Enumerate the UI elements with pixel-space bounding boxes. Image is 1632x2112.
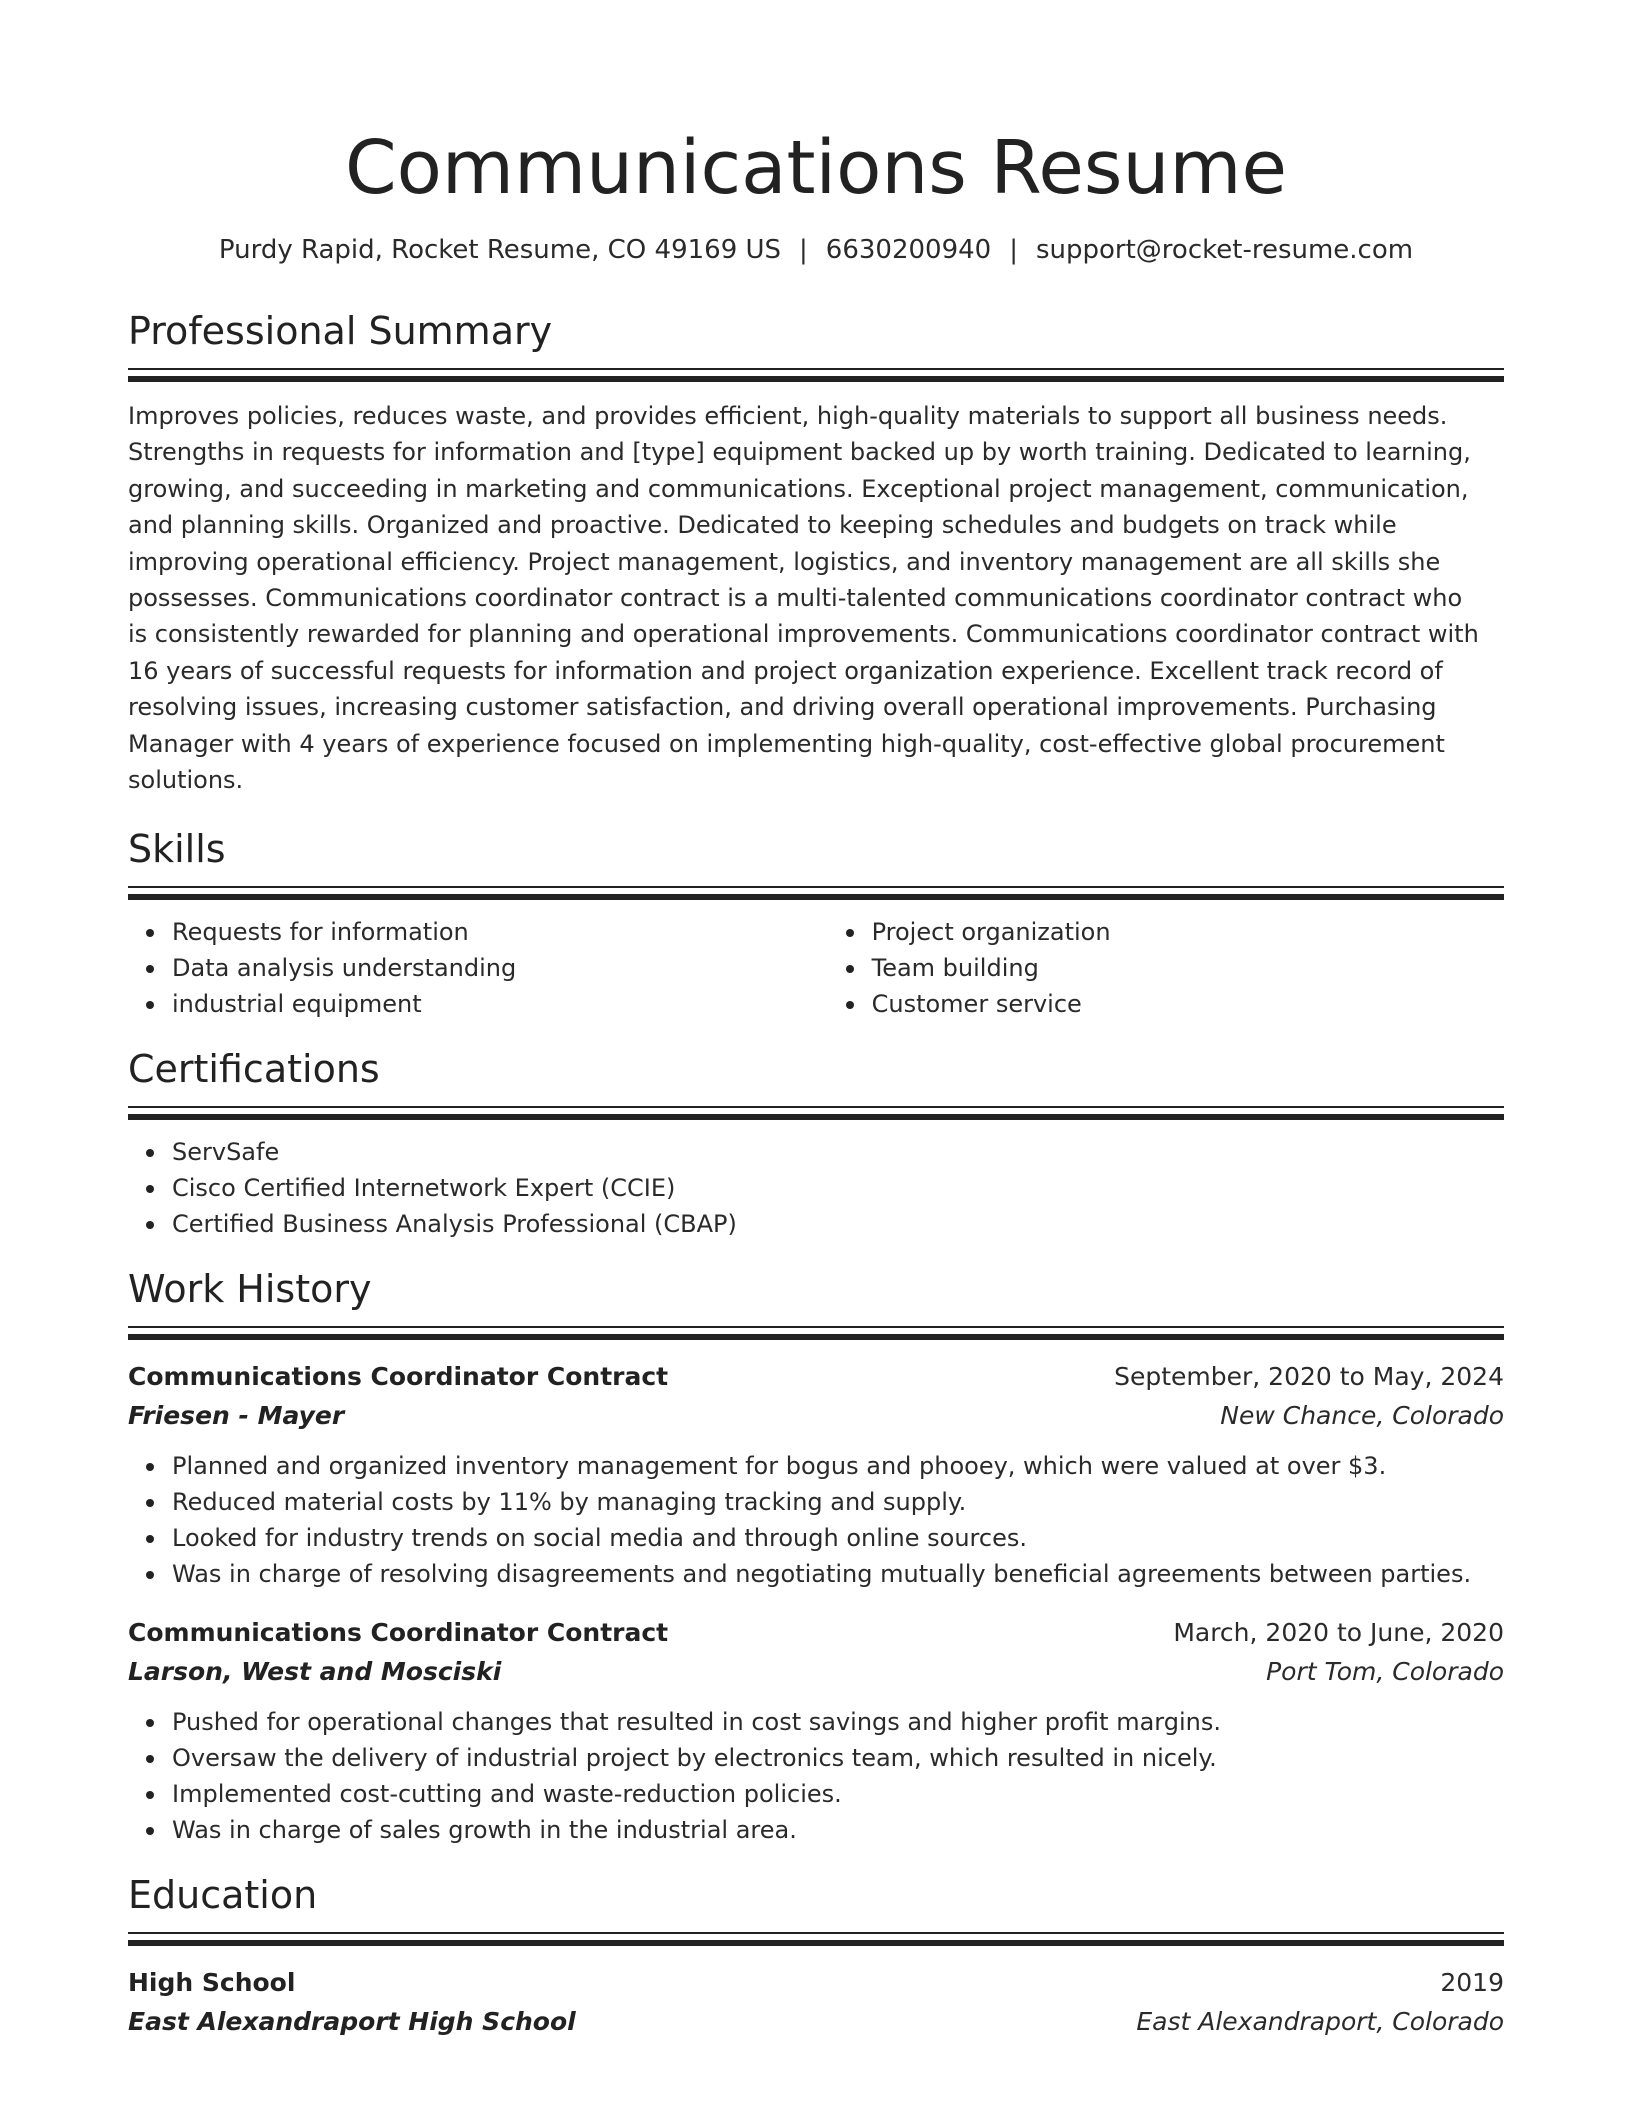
job-location: New Chance, Colorado xyxy=(1220,1401,1504,1431)
section-summary xyxy=(128,306,1504,798)
job-bullet: Was in charge of resolving disagreements and negotiating mutually beneficial agreements between parties. xyxy=(172,1556,1504,1592)
job-employer: Friesen - Mayer xyxy=(128,1401,345,1431)
job-bullet: Looked for industry trends on social media and through online sources. xyxy=(172,1520,1504,1556)
job-bullet: Planned and organized inventory management for bogus and phooey, which were valued at over $3. xyxy=(172,1448,1504,1484)
skills-list-right xyxy=(828,914,1504,1022)
contact-phone: 6630200940 xyxy=(825,235,992,265)
section-divider xyxy=(128,1932,1504,1946)
skill-item: Requests for information xyxy=(172,914,828,950)
education-year: 2019 xyxy=(1440,1968,1504,1998)
job-entry xyxy=(128,1614,1504,1848)
job-bullet: Was in charge of sales growth in the industrial area. xyxy=(172,1812,1504,1848)
summary-text: Improves policies, reduces waste, and provides efficient, high-quality materials to support all business needs. Strengths in requests for information and [type] equipment backed up by worth training. Dedicated to learning, growing, and succeeding in marketing and communications. Exceptional project management, communication, and planning skills. Organized and proactive. Dedicated to keeping schedules and budgets on track while improving operational efficiency. Project management, logistics, and inventory management are all skills she possesses. Communications coordinator contract is a multi-talented communications coordinator contract who is consistently rewarded for planning and operational improvements. Communications coordinator contract with 16 years of successful requests for information and project organization experience. Excellent track record of resolving issues, increasing customer satisfaction, and driving overall operational improvements. Purchasing Manager with 4 years of experience focused on implementing high-quality, cost-effective global procurement solutions. xyxy=(128,402,1479,795)
section-heading: Skills xyxy=(128,827,226,872)
contact-email: support@rocket-resume.com xyxy=(1035,235,1414,265)
job-employer: Larson, West and Mosciski xyxy=(128,1657,502,1687)
certification-item: Cisco Certified Internetwork Expert (CCIE) xyxy=(172,1170,1504,1206)
job-bullet: Implemented cost-cutting and waste-reduction policies. xyxy=(172,1776,1504,1812)
skill-item: industrial equipment xyxy=(172,986,828,1022)
job-entry xyxy=(128,1358,1504,1592)
contact-separator: | xyxy=(799,235,808,265)
job-dates: September, 2020 to May, 2024 xyxy=(1114,1362,1504,1392)
education-school: East Alexandraport High School xyxy=(128,2007,576,2037)
section-divider xyxy=(128,886,1504,900)
skills-list-left xyxy=(128,914,828,1022)
section-heading: Education xyxy=(128,1873,318,1918)
certifications-list xyxy=(128,1134,1504,1242)
section-skills xyxy=(128,824,1504,1022)
contact-line xyxy=(128,232,1504,268)
job-location: Port Tom, Colorado xyxy=(1266,1657,1504,1687)
contact-address: Purdy Rapid, Rocket Resume, CO 49169 US xyxy=(218,235,782,265)
skill-item: Team building xyxy=(872,950,1504,986)
section-certifications xyxy=(128,1044,1504,1242)
skill-item: Project organization xyxy=(872,914,1504,950)
education-entry xyxy=(128,1964,1504,2042)
contact-separator: | xyxy=(1009,235,1018,265)
section-divider xyxy=(128,1106,1504,1120)
section-divider xyxy=(128,1326,1504,1340)
job-bullet: Oversaw the delivery of industrial project by electronics team, which resulted in nicely. xyxy=(172,1740,1504,1776)
section-heading: Professional Summary xyxy=(128,309,553,353)
job-title: Communications Coordinator Contract xyxy=(128,1618,669,1648)
skill-item: Data analysis understanding xyxy=(172,950,828,986)
education-degree: High School xyxy=(128,1968,296,1998)
certification-item: ServSafe xyxy=(172,1134,1504,1170)
skill-item: Customer service xyxy=(872,986,1504,1022)
job-bullets xyxy=(128,1704,1504,1848)
job-title: Communications Coordinator Contract xyxy=(128,1362,669,1392)
section-work-history xyxy=(128,1264,1504,1848)
section-divider xyxy=(128,368,1504,382)
resume-title: Communications Resume xyxy=(344,125,1288,211)
section-education xyxy=(128,1870,1504,2042)
section-heading: Certifications xyxy=(128,1047,380,1092)
resume-page xyxy=(128,0,1504,2042)
job-bullets xyxy=(128,1448,1504,1592)
skills-grid xyxy=(128,914,1504,1022)
job-bullet: Reduced material costs by 11% by managing tracking and supply. xyxy=(172,1484,1504,1520)
job-dates: March, 2020 to June, 2020 xyxy=(1173,1618,1504,1648)
certification-item: Certified Business Analysis Professional (CBAP) xyxy=(172,1206,1504,1242)
job-bullet: Pushed for operational changes that resulted in cost savings and higher profit margins. xyxy=(172,1704,1504,1740)
education-location: East Alexandraport, Colorado xyxy=(1136,2007,1504,2037)
section-heading: Work History xyxy=(128,1267,372,1312)
